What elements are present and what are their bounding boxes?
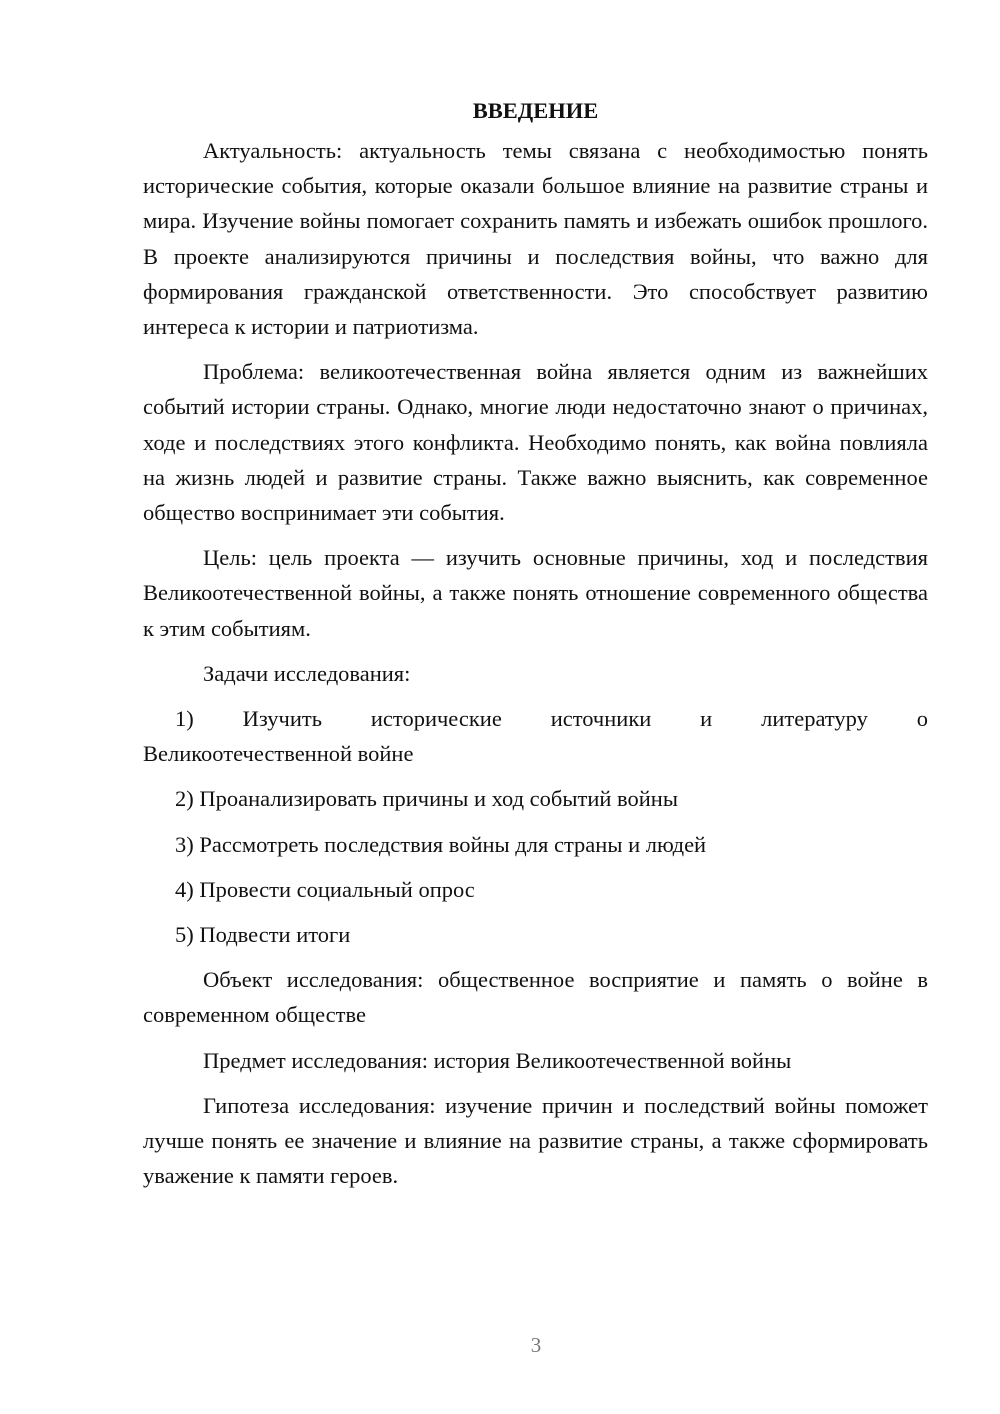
task-item-1-continuation: Великоотечественной войне [143,741,414,767]
hypothesis-paragraph: Гипотеза исследования: изучение причин и последствий войны поможет лучше понять ее значение и влияние на развитие страны, а также сформировать уважение к памяти героев. [143,1092,928,1189]
task-item-1 [143,701,928,771]
page-number: 3 [530,1333,542,1357]
section-heading: ВВЕДЕНИЕ [472,98,599,123]
relevance-paragraph: Актуальность: актуальность темы связана с необходимостью понять исторические события, которые оказали большое влияние на развитие страны и мира. Изучение войны помогает сохранить память и избежать ошибок прошлого. В проекте анализируются причины и последствия войны, что важно для формирования гражданской ответственности. Это способствует развитию интереса к истории и патриотизма. [143,138,928,340]
task-item-2: 2) Проанализировать причины и ход событий войны [175,786,678,812]
task-item-3: 3) Рассмотреть последствия войны для страны и людей [175,831,707,857]
task-item-4: 4) Провести социальный опрос [175,876,475,902]
task-item-5: 5) Подвести итоги [175,922,351,948]
subject-paragraph: Предмет исследования: история Великоотечественной войны [203,1047,792,1073]
goal-paragraph: Цель: цель проекта — изучить основные причины, ход и последствия Великоотечественной войны, а также понять отношение современного общества к этим событиям. [143,545,928,641]
page-content [143,93,928,1203]
task-item-1-text: 1) Изучить исторические источники и литературу о [175,706,928,732]
tasks-label: Задачи исследования: [203,660,411,686]
problem-paragraph: Проблема: великоотечественная война является одним из важнейших событий истории страны. Однако, многие люди недостаточно знают о причинах, ходе и последствиях этого конфликта. Необходимо понять, как война повлияла на жизнь людей и развитие страны. Также важно выяснить, как современное общество воспринимает эти события. [143,359,928,526]
object-paragraph: Объект исследования: общественное восприятие и память о войне в современном обществе [143,967,928,1028]
